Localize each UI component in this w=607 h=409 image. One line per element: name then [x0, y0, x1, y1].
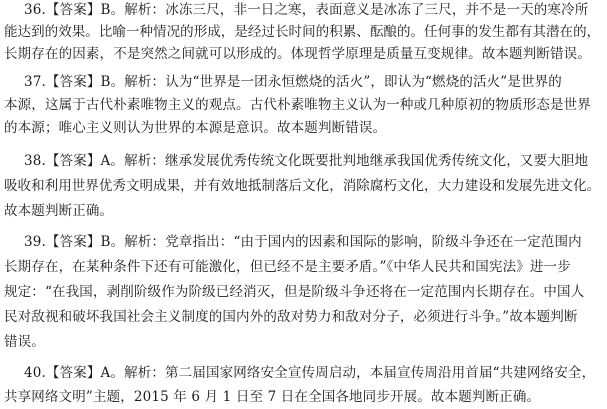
answer-37-line-1: 37.【答案】B。解析：认为“世界是一团永恒燃烧的活火”，即认为“燃烧的活火”是世界的 [24, 74, 562, 90]
answer-39-line-2: 长期存在，在某种条件下还有可能激化，但已经不是主要矛盾。”《中华人民共和国宪法》进一步 [4, 259, 571, 275]
answer-39-line-4: 民对敌视和破坏我国社会主义制度的国内外的敌对势力和敌对分子，必须进行斗争。”故本题判断 [4, 309, 578, 325]
answer-39-line-1: 39.【答案】B。解析：党章指出：“由于国内的因素和国际的影响，阶级斗争还在一定范围内 [24, 234, 582, 250]
answer-36-line-1: 36.【答案】B。解析：冰冻三尺，非一日之寒，表面意义是冰冻了三尺，并不是一天的寒冷所 [24, 2, 589, 18]
answer-36-line-2: 能达到的效果。比喻一种情况的形成，是经过长时间的积累、酝酿的。任何事的发生都有其潜在的， [4, 24, 601, 40]
answer-37-line-3: 的本源；唯心主义则认为世界的本源是意识。故本题判断错误。 [4, 120, 387, 136]
answer-40-line-2: 共享网络文明”主题，2015 年 6 月 1 日至 7 日在全国各地同步开展。故本题判断正确。 [4, 389, 541, 405]
answer-40-line-1: 40.【答案】A。解析：第二届国家网络安全宣传周启动，本届宣传周沿用首届“共建网络安全， [24, 365, 596, 381]
answer-39-line-3: 规定：“在我国，剥削阶级作为阶级已经消灭，但是阶级斗争还将在一定范围内长期存在。中国人 [4, 284, 585, 300]
answer-38-line-1: 38.【答案】A。解析：继承发展优秀传统文化既要批判地继承我国优秀传统文化，又要大胆地 [24, 153, 589, 169]
answer-37-line-2: 本源，这属于古代朴素唯物主义的观点。古代朴素唯物主义认为一种或几种原初的物质形态是世界 [4, 97, 591, 113]
answer-39-line-5: 错误。 [4, 334, 45, 350]
answer-38-line-3: 故本题判断正确。 [4, 203, 114, 219]
answer-36-line-3: 长期存在的因素，不是突然之间就可以形成的。体现哲学原理是质量互变规律。故本题判断错误。 [4, 46, 591, 62]
answer-38-line-2: 吸收和利用世界优秀文明成果，并有效地抵制落后文化，消除腐朽文化，大力建设和发展先进文化。 [4, 178, 601, 194]
